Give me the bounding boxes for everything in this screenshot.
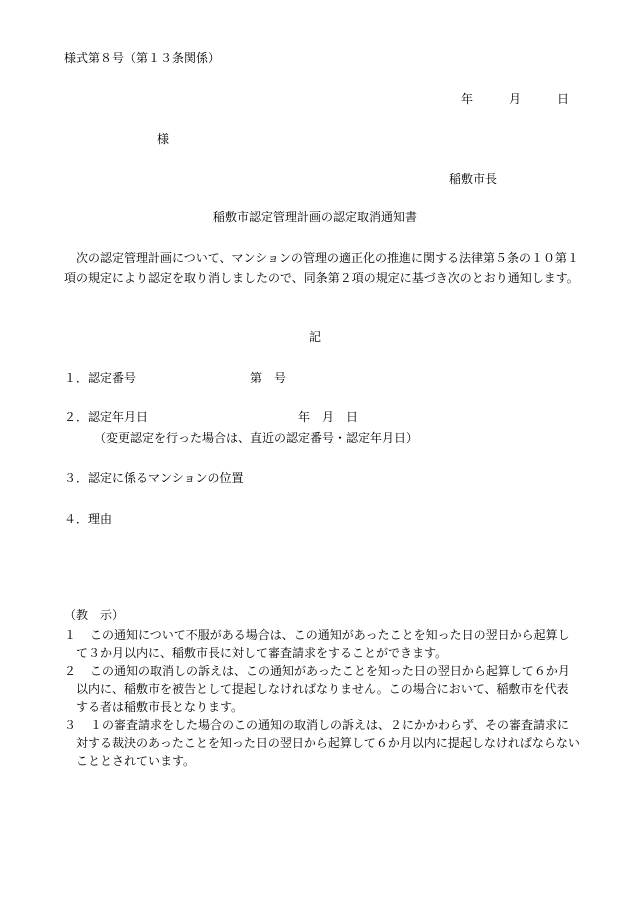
item-2-value: 年 月 日 (298, 410, 359, 424)
item-4-label: ４．理由 (64, 512, 113, 526)
form-number: 様式第８号（第１３条関係） (64, 51, 221, 65)
notice-number: ３ (64, 718, 77, 732)
document-title: 稲敷市認定管理計画の認定取消通知書 (212, 210, 417, 224)
notice-entry (64, 626, 580, 662)
item-2-label: ２．認定年月日 (64, 410, 149, 424)
notice-number: ２ (64, 664, 77, 678)
notice-entry (64, 662, 580, 716)
notice-text: １の審査請求をした場合のこの通知の取消しの訴えは、２にかかわらず、その審査請求に対する裁決のあったことを知った日の翌日から起算して６か月以内に提起しなければならないこととされています。 (76, 718, 580, 768)
notice-heading: （教 示） (64, 608, 125, 622)
sender: 稲敷市長 (449, 172, 498, 186)
date-year: 年 (461, 92, 474, 106)
date-day: 日 (557, 92, 570, 106)
date-month: 月 (509, 92, 522, 106)
addressee: 様 (157, 132, 170, 146)
item-1-label: １．認定番号 (64, 371, 137, 385)
ki-heading: 記 (308, 330, 321, 344)
item-3-label: ３．認定に係るマンションの位置 (64, 471, 244, 485)
body-text: 次の認定管理計画について、マンションの管理の適正化の推進に関する法律第５条の１０第１項の規定により認定を取り消しましたので、同条第２項の規定に基づき次のとおり通知します。 (64, 251, 579, 285)
notice-number: １ (64, 628, 77, 642)
notice-text: この通知について不服がある場合は、この通知があったことを知った日の翌日から起算して３か月以内に、稲敷市長に対して審査請求をすることができます。 (76, 628, 570, 660)
notice-text: この通知の取消しの訴えは、この通知があったことを知った日の翌日から起算して６か月以内に、稲敷市を被告として提起しなければなりません。この場合において、稲敷市を代表する者は稲敷市長となります。 (76, 664, 570, 714)
item-2-note: （変更認定を行った場合は、直近の認定番号・認定年月日） (94, 431, 419, 445)
notice-entry (64, 716, 580, 770)
item-1-value: 第 号 (250, 371, 287, 385)
